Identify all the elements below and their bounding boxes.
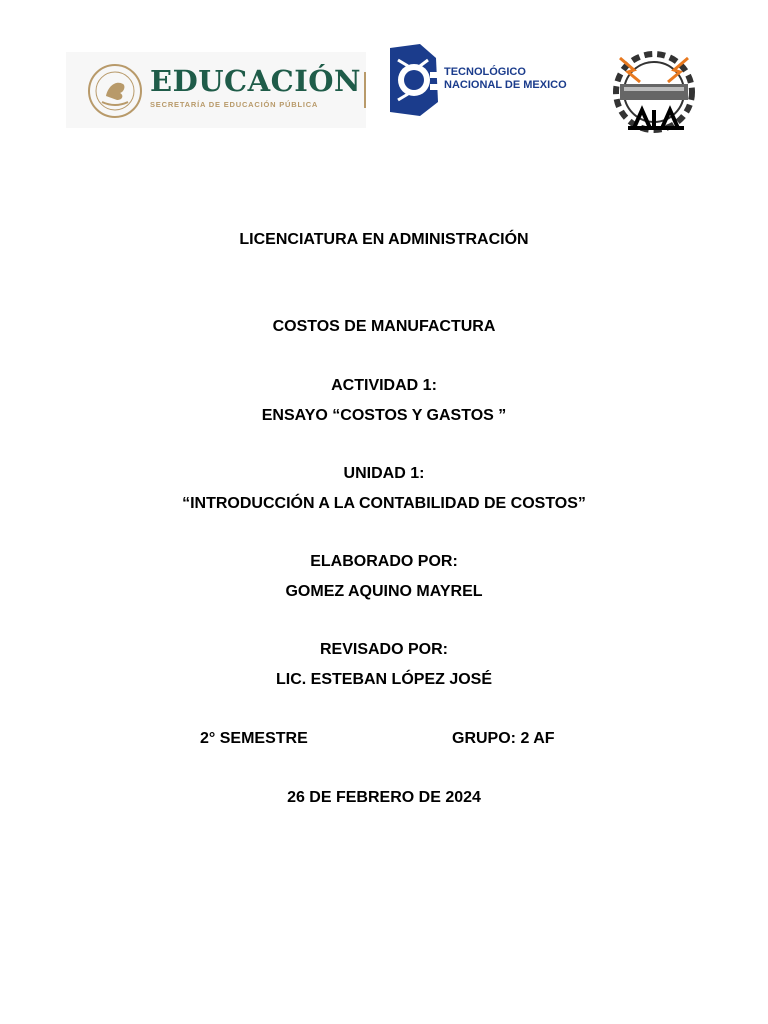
tecnm-name (444, 66, 567, 92)
tecnm-gear-icon (386, 42, 440, 118)
course-name: COSTOS DE MANUFACTURA (272, 318, 496, 335)
reviewer-name: LIC. ESTEBAN LÓPEZ JOSÉ (275, 671, 493, 688)
educacion-subtitle: SECRETARÍA DE EDUCACIÓN PÚBLICA (150, 100, 319, 109)
semester: 2° SEMESTRE (200, 730, 308, 747)
author-label: ELABORADO POR: (310, 553, 458, 570)
activity-title: ENSAYO “COSTOS Y GASTOS ” (261, 407, 507, 424)
group: GRUPO: 2 AF (452, 730, 555, 747)
unit-label: UNIDAD 1: (343, 465, 425, 482)
mexico-coat-of-arms-icon (86, 62, 144, 120)
unit-title: “INTRODUCCIÓN A LA CONTABILIDAD DE COSTOS” (182, 495, 586, 512)
date: 26 DE FEBRERO DE 2024 (287, 789, 481, 806)
activity-label: ACTIVIDAD 1: (331, 377, 437, 394)
program-name: LICENCIATURA EN ADMINISTRACIÓN (239, 231, 529, 248)
tecnm-name-line2: NACIONAL DE MEXICO (444, 79, 567, 91)
itta-gear-lightning-icon (606, 48, 702, 136)
tecnm-name-line1: TECNOLÓGICO (444, 66, 526, 78)
logo-divider (364, 72, 366, 108)
reviewer-label: REVISADO POR: (319, 641, 448, 658)
author-name: GOMEZ AQUINO MAYREL (285, 583, 483, 600)
educacion-title: EDUCACIÓN (150, 64, 362, 98)
